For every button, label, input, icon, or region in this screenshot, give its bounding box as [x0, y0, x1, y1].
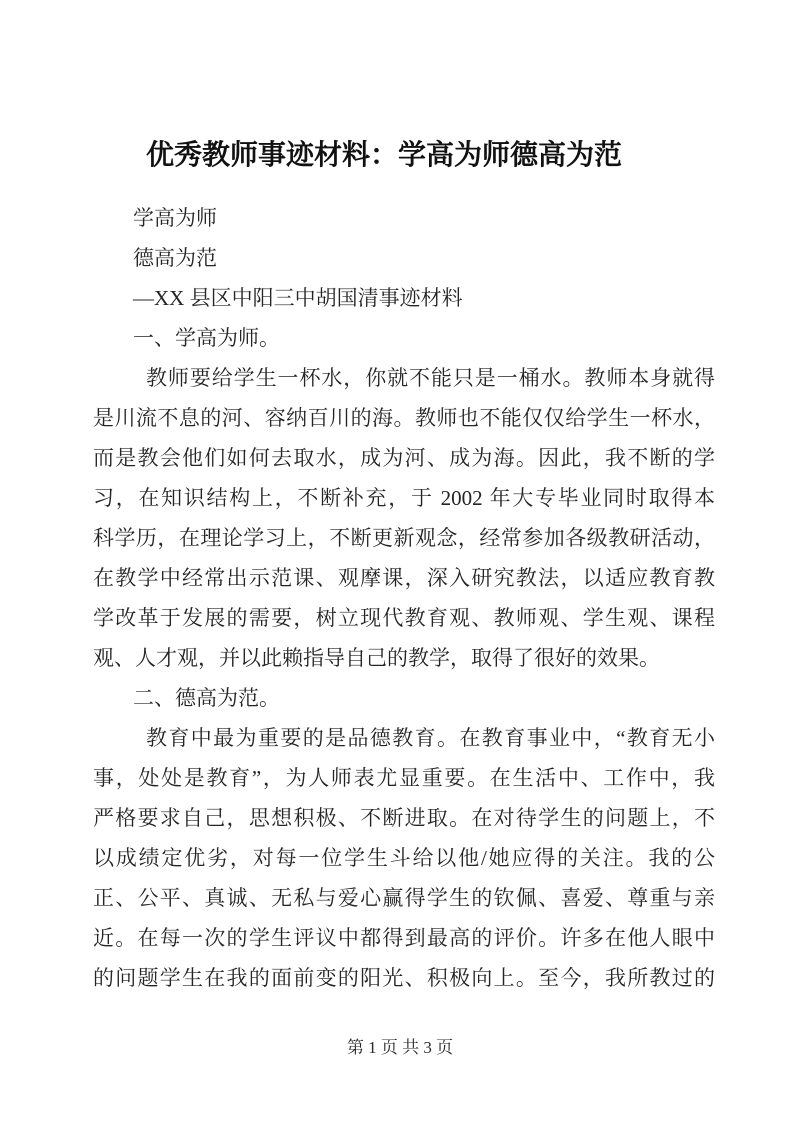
section-heading-1: 一、学高为师。	[133, 326, 280, 350]
paragraph2-line-7: 的问题学生在我的面前变的阳光、积极向上。至今，我所教过的	[93, 966, 715, 990]
paragraph1-line-4: 习，在知识结构上，不断补充，于 2002 年大专毕业同时取得本	[93, 486, 715, 510]
paragraph1-line-2: 是川流不息的河、容纳百川的海。教师也不能仅仅给学生一杯水，	[93, 406, 715, 430]
byline: —XX 县区中阳三中胡国清事迹材料	[133, 286, 463, 310]
paragraph1-line-1: 教师要给学生一杯水，你就不能只是一桶水。教师本身就得	[146, 366, 715, 390]
paragraph1-line-8: 观、人才观，并以此赖指导自己的教学，取得了很好的效果。	[93, 646, 660, 670]
subtitle-line-2: 德高为范	[133, 246, 217, 270]
paragraph2-line-2: 事，处处是教育”，为人师表尤显重要。在生活中、工作中，我	[93, 766, 715, 790]
paragraph1-line-7: 学改革于发展的需要，树立现代教育观、教师观、学生观、课程	[93, 606, 715, 630]
section-heading-2: 二、德高为范。	[133, 686, 280, 710]
subtitle-line-1: 学高为师	[133, 206, 217, 230]
document-body	[93, 198, 715, 998]
paragraph2-line-6: 近。在每一次的学生评议中都得到最高的评价。许多在他人眼中	[93, 926, 715, 950]
paragraph2-line-5: 正、公平、真诚、无私与爱心赢得学生的钦佩、喜爱、尊重与亲	[93, 886, 715, 910]
page-title: 优秀教师事迹材料：学高为师德高为范	[146, 140, 623, 171]
paragraph2-line-3: 严格要求自己，思想积极、不断进取。在对待学生的问题上，不	[93, 806, 715, 830]
paragraph2-line-4: 以成绩定优劣，对每一位学生斗给以他/她应得的关注。我的公	[93, 846, 715, 870]
page-number-footer: 第 1 页 共 3 页	[346, 1038, 454, 1057]
paragraph1-line-5: 科学历，在理论学习上，不断更新观念，经常参加各级教研活动，	[93, 526, 715, 550]
paragraph1-line-6: 在教学中经常出示范课、观摩课，深入研究教法，以适应教育教	[93, 566, 715, 590]
document-content	[93, 0, 715, 998]
paragraph1-line-3: 而是教会他们如何去取水，成为河、成为海。因此，我不断的学	[93, 446, 715, 470]
paragraph2-line-1: 教育中最为重要的是品德教育。在教育事业中，“教育无小	[146, 726, 715, 750]
